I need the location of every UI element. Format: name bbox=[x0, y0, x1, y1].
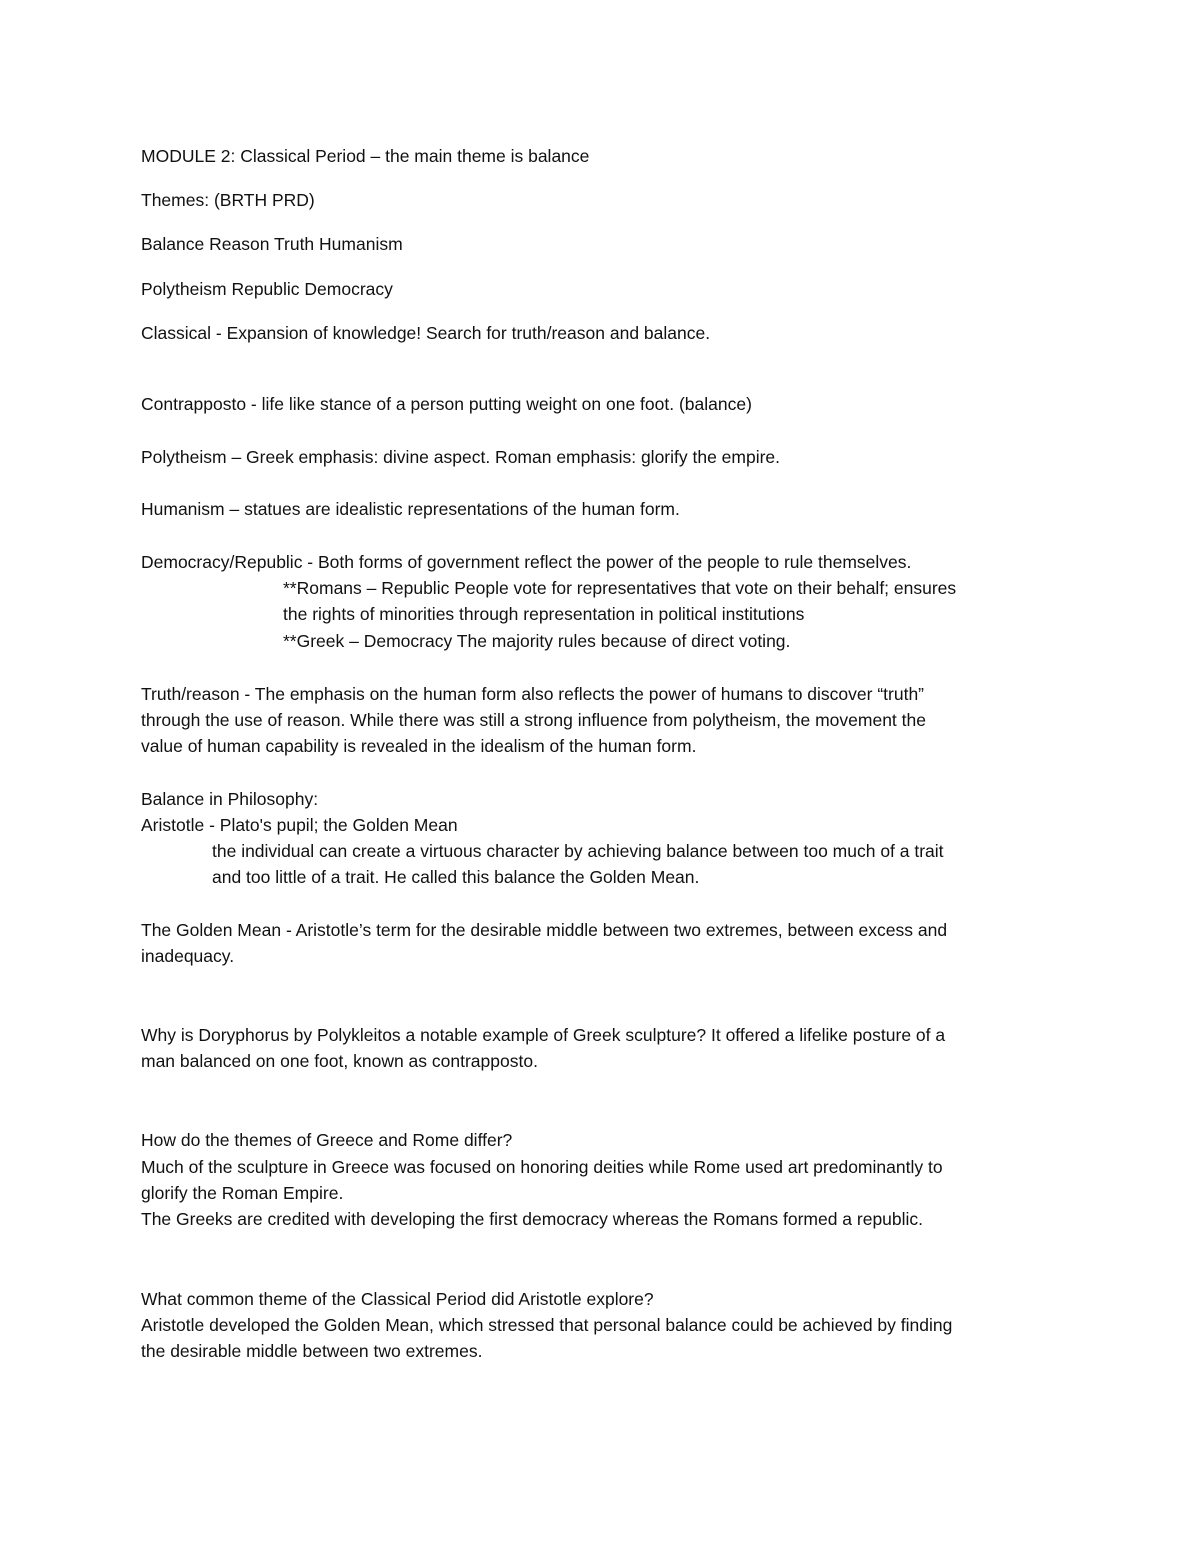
themes-row-2: Polytheism Republic Democracy bbox=[141, 279, 393, 299]
module-title: MODULE 2: Classical Period – the main theme is balance bbox=[141, 146, 590, 166]
golden-mean-line-2: inadequacy. bbox=[141, 946, 235, 966]
philosophy-heading: Balance in Philosophy: bbox=[141, 789, 319, 809]
q1-line-1: Why is Doryphorus by Polykleitos a notable example of Greek sculpture? It offered a lifelike posture of a bbox=[141, 1025, 946, 1045]
truth-reason-line-2: through the use of reason. While there was still a strong influence from polytheism, the movement the bbox=[141, 710, 926, 730]
q1-line-2: man balanced on one foot, known as contrapposto. bbox=[141, 1051, 538, 1071]
golden-mean-line-1: The Golden Mean - Aristotle’s term for the desirable middle between two extremes, between excess and bbox=[141, 920, 948, 940]
romans-line-2: the rights of minorities through representation in political institutions bbox=[283, 604, 805, 624]
democracy-heading: Democracy/Republic - Both forms of government reflect the power of the people to rule themselves. bbox=[141, 552, 912, 572]
q3-question: What common theme of the Classical Period did Aristotle explore? bbox=[141, 1289, 654, 1309]
themes-row-1: Balance Reason Truth Humanism bbox=[141, 234, 403, 254]
aristotle-line: Aristotle - Plato's pupil; the Golden Mean bbox=[141, 815, 458, 835]
romans-line-1: **Romans – Republic People vote for representatives that vote on their behalf; ensures bbox=[283, 578, 957, 598]
classical-definition: Classical - Expansion of knowledge! Search for truth/reason and balance. bbox=[141, 323, 711, 343]
aristotle-detail-line-1: the individual can create a virtuous character by achieving balance between too much of a trait bbox=[212, 841, 944, 861]
truth-reason-line-1: Truth/reason - The emphasis on the human form also reflects the power of humans to discover “truth” bbox=[141, 684, 925, 704]
contrapposto-definition: Contrapposto - life like stance of a person putting weight on one foot. (balance) bbox=[141, 394, 752, 414]
q3-answer-line-2: the desirable middle between two extremes. bbox=[141, 1341, 483, 1361]
themes-label: Themes: (BRTH PRD) bbox=[141, 190, 315, 210]
truth-reason-line-3: value of human capability is revealed in the idealism of the human form. bbox=[141, 736, 697, 756]
greek-line: **Greek – Democracy The majority rules because of direct voting. bbox=[283, 631, 791, 651]
q2-answer-line-1: Much of the sculpture in Greece was focused on honoring deities while Rome used art predominantly to bbox=[141, 1157, 943, 1177]
q2-question: How do the themes of Greece and Rome differ? bbox=[141, 1130, 513, 1150]
polytheism-definition: Polytheism – Greek emphasis: divine aspect. Roman emphasis: glorify the empire. bbox=[141, 447, 781, 467]
q2-answer-line-3: The Greeks are credited with developing the first democracy whereas the Romans formed a republic. bbox=[141, 1209, 924, 1229]
aristotle-detail-line-2: and too little of a trait. He called this balance the Golden Mean. bbox=[212, 867, 700, 887]
q3-answer-line-1: Aristotle developed the Golden Mean, which stressed that personal balance could be achieved by finding bbox=[141, 1315, 953, 1335]
q2-answer-line-2: glorify the Roman Empire. bbox=[141, 1183, 344, 1203]
humanism-definition: Humanism – statues are idealistic representations of the human form. bbox=[141, 499, 680, 519]
